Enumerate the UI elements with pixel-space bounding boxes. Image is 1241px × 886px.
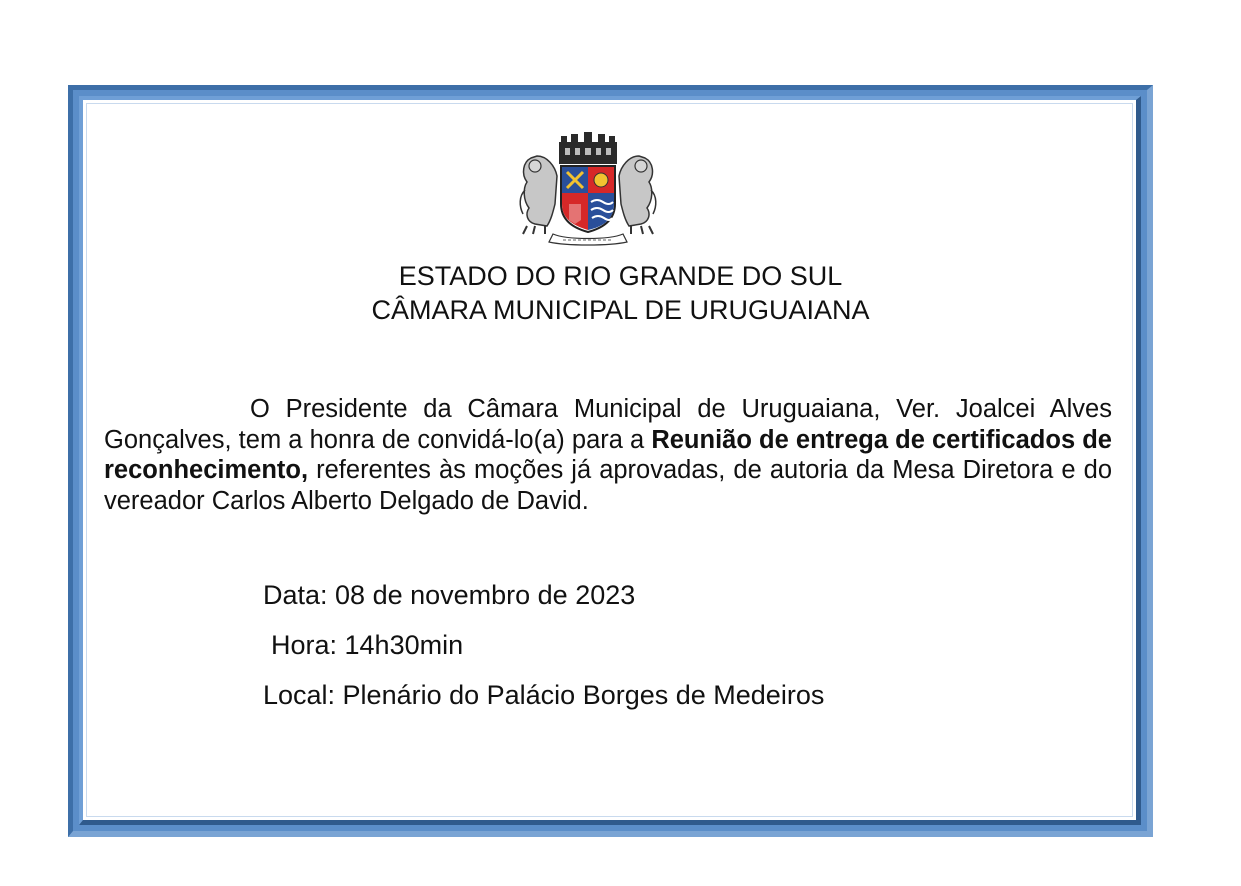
event-name: Reunião de entrega de certificados de reconhecimento, (104, 425, 1112, 484)
chamber-heading: CÂMARA MUNICIPAL DE URUGUAIANA (371, 295, 870, 325)
state-heading: ESTADO DO RIO GRANDE DO SUL (398, 261, 843, 291)
lion-supporter-left-icon (520, 156, 557, 234)
invitation-closing: referentes às moções já aprovadas, de autoria da Mesa Diretora e do vereador Carlos Alberto Delgado de David. (104, 456, 1112, 515)
motto-ribbon-icon (549, 234, 627, 245)
shield-icon (561, 166, 615, 232)
event-time: Hora: 14h30min (271, 630, 464, 660)
mural-crown-icon (559, 132, 617, 164)
invitation-intro: O Presidente da Câmara Municipal de Uruguaiana, Ver. Joalcei Alves Gonçalves, tem a honra de convidá-lo(a) para a (104, 395, 1112, 454)
lion-supporter-right-icon (619, 156, 656, 234)
event-date: Data: 08 de novembro de 2023 (263, 580, 636, 610)
event-location: Local: Plenário do Palácio Borges de Medeiros (263, 680, 825, 710)
invitation-paragraph (104, 394, 1112, 516)
municipal-coat-of-arms-icon (517, 130, 659, 246)
